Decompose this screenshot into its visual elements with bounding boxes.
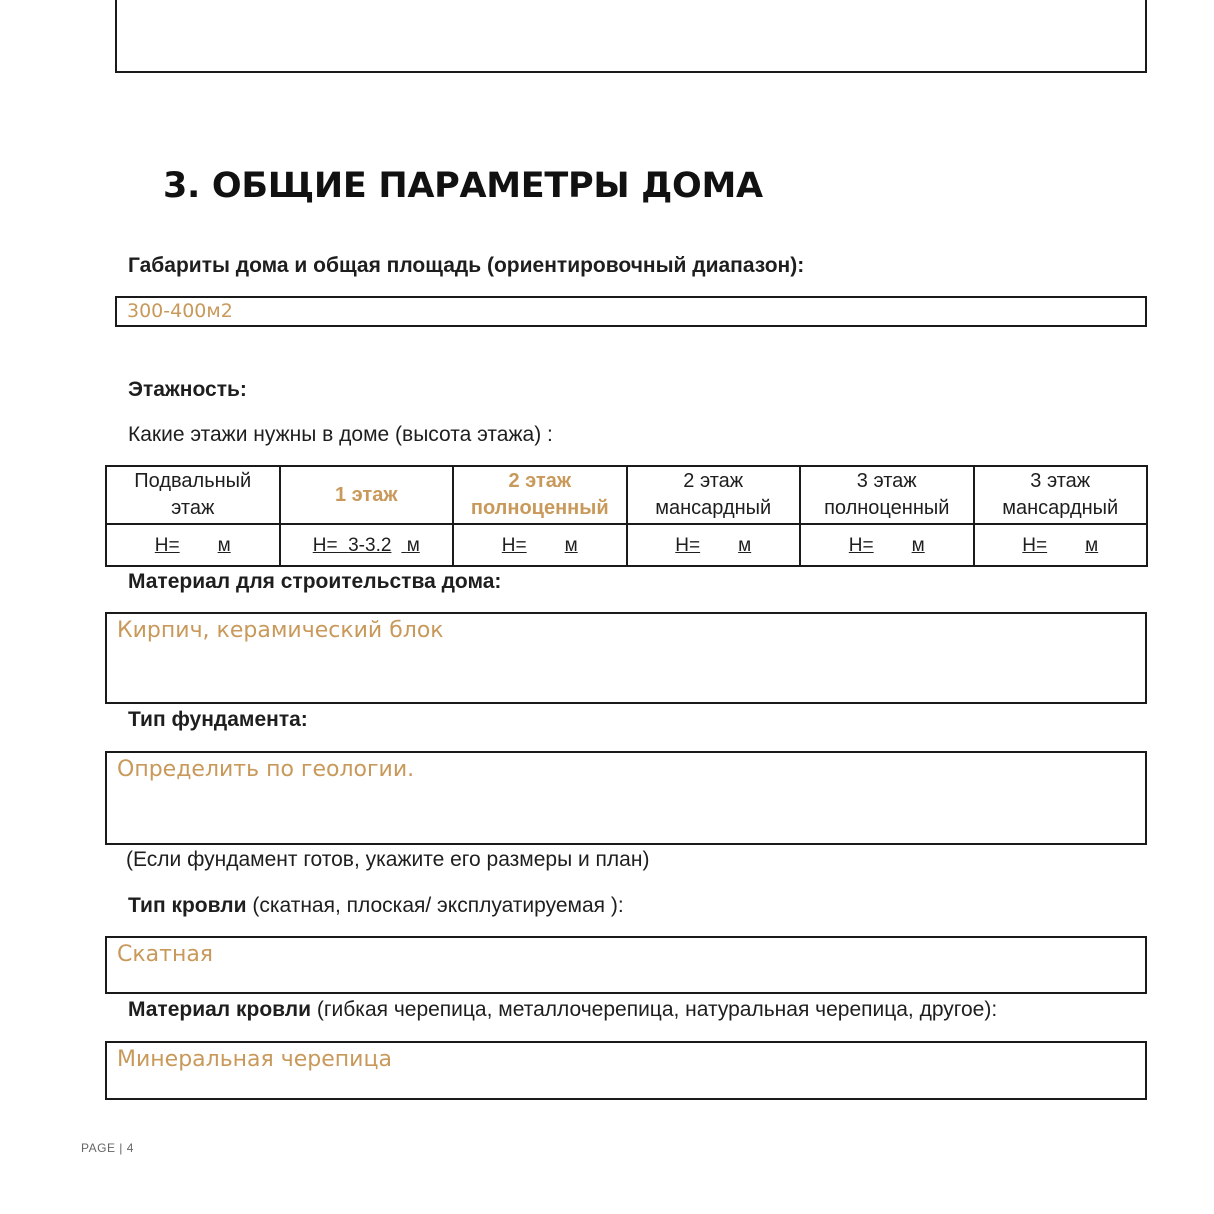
roof-type-field[interactable] [105, 936, 1147, 994]
floor-column-2-attic[interactable]: 2 этаж мансардный [627, 466, 801, 524]
floors-label: Этажность: [128, 378, 247, 401]
height-value-1: 3-3.2 [348, 534, 392, 556]
dimensions-field[interactable] [115, 296, 1147, 327]
material-value: Кирпич, керамический блок [117, 618, 444, 643]
roof-material-label: Материал кровли (гибкая черепица, металлочерепица, натуральная черепица, другое): [128, 998, 998, 1021]
height-field-3-full[interactable]: H= м [800, 524, 974, 566]
floor-column-3-full[interactable]: 3 этаж полноценный [800, 466, 974, 524]
roof-type-label: Тип кровли (скатная, плоская/ эксплуатируемая ): [128, 894, 624, 917]
floors-table [105, 465, 1148, 567]
floor-column-3-attic[interactable]: 3 этаж мансардный [974, 466, 1148, 524]
foundation-value: Определить по геологии. [117, 757, 415, 782]
foundation-note: (Если фундамент готов, укажите его размеры и план) [126, 848, 650, 871]
dimensions-value: 300-400м2 [127, 300, 233, 322]
dimensions-label: Габариты дома и общая площадь (ориентировочный диапазон): [128, 254, 805, 277]
floors-question: Какие этажи нужны в доме (высота этажа) : [128, 423, 553, 446]
floor-column-1[interactable]: 1 этаж [280, 466, 454, 524]
roof-type-value: Скатная [117, 942, 214, 967]
material-label: Материал для строительства дома: [128, 570, 502, 593]
foundation-field[interactable] [105, 751, 1147, 845]
roof-material-field[interactable] [105, 1041, 1147, 1100]
section-heading: 3. ОБЩИЕ ПАРАМЕТРЫ ДОМА [163, 166, 763, 206]
page-number: PAGE | 4 [81, 1141, 134, 1155]
roof-material-value: Минеральная черепица [117, 1047, 392, 1072]
height-field-2-attic[interactable]: H= м [627, 524, 801, 566]
floor-column-2-full[interactable]: 2 этаж полноценный [453, 466, 627, 524]
height-field-3-attic[interactable]: H= м [974, 524, 1148, 566]
floor-column-basement[interactable]: Подвальный этаж [106, 466, 280, 524]
height-field-2-full[interactable]: H= м [453, 524, 627, 566]
foundation-label: Тип фундамента: [128, 708, 308, 731]
material-field[interactable] [105, 612, 1147, 704]
height-field-basement[interactable]: H= м [106, 524, 280, 566]
height-field-1[interactable]: H= 3-3.2 м [280, 524, 454, 566]
previous-section-box[interactable] [115, 0, 1147, 73]
